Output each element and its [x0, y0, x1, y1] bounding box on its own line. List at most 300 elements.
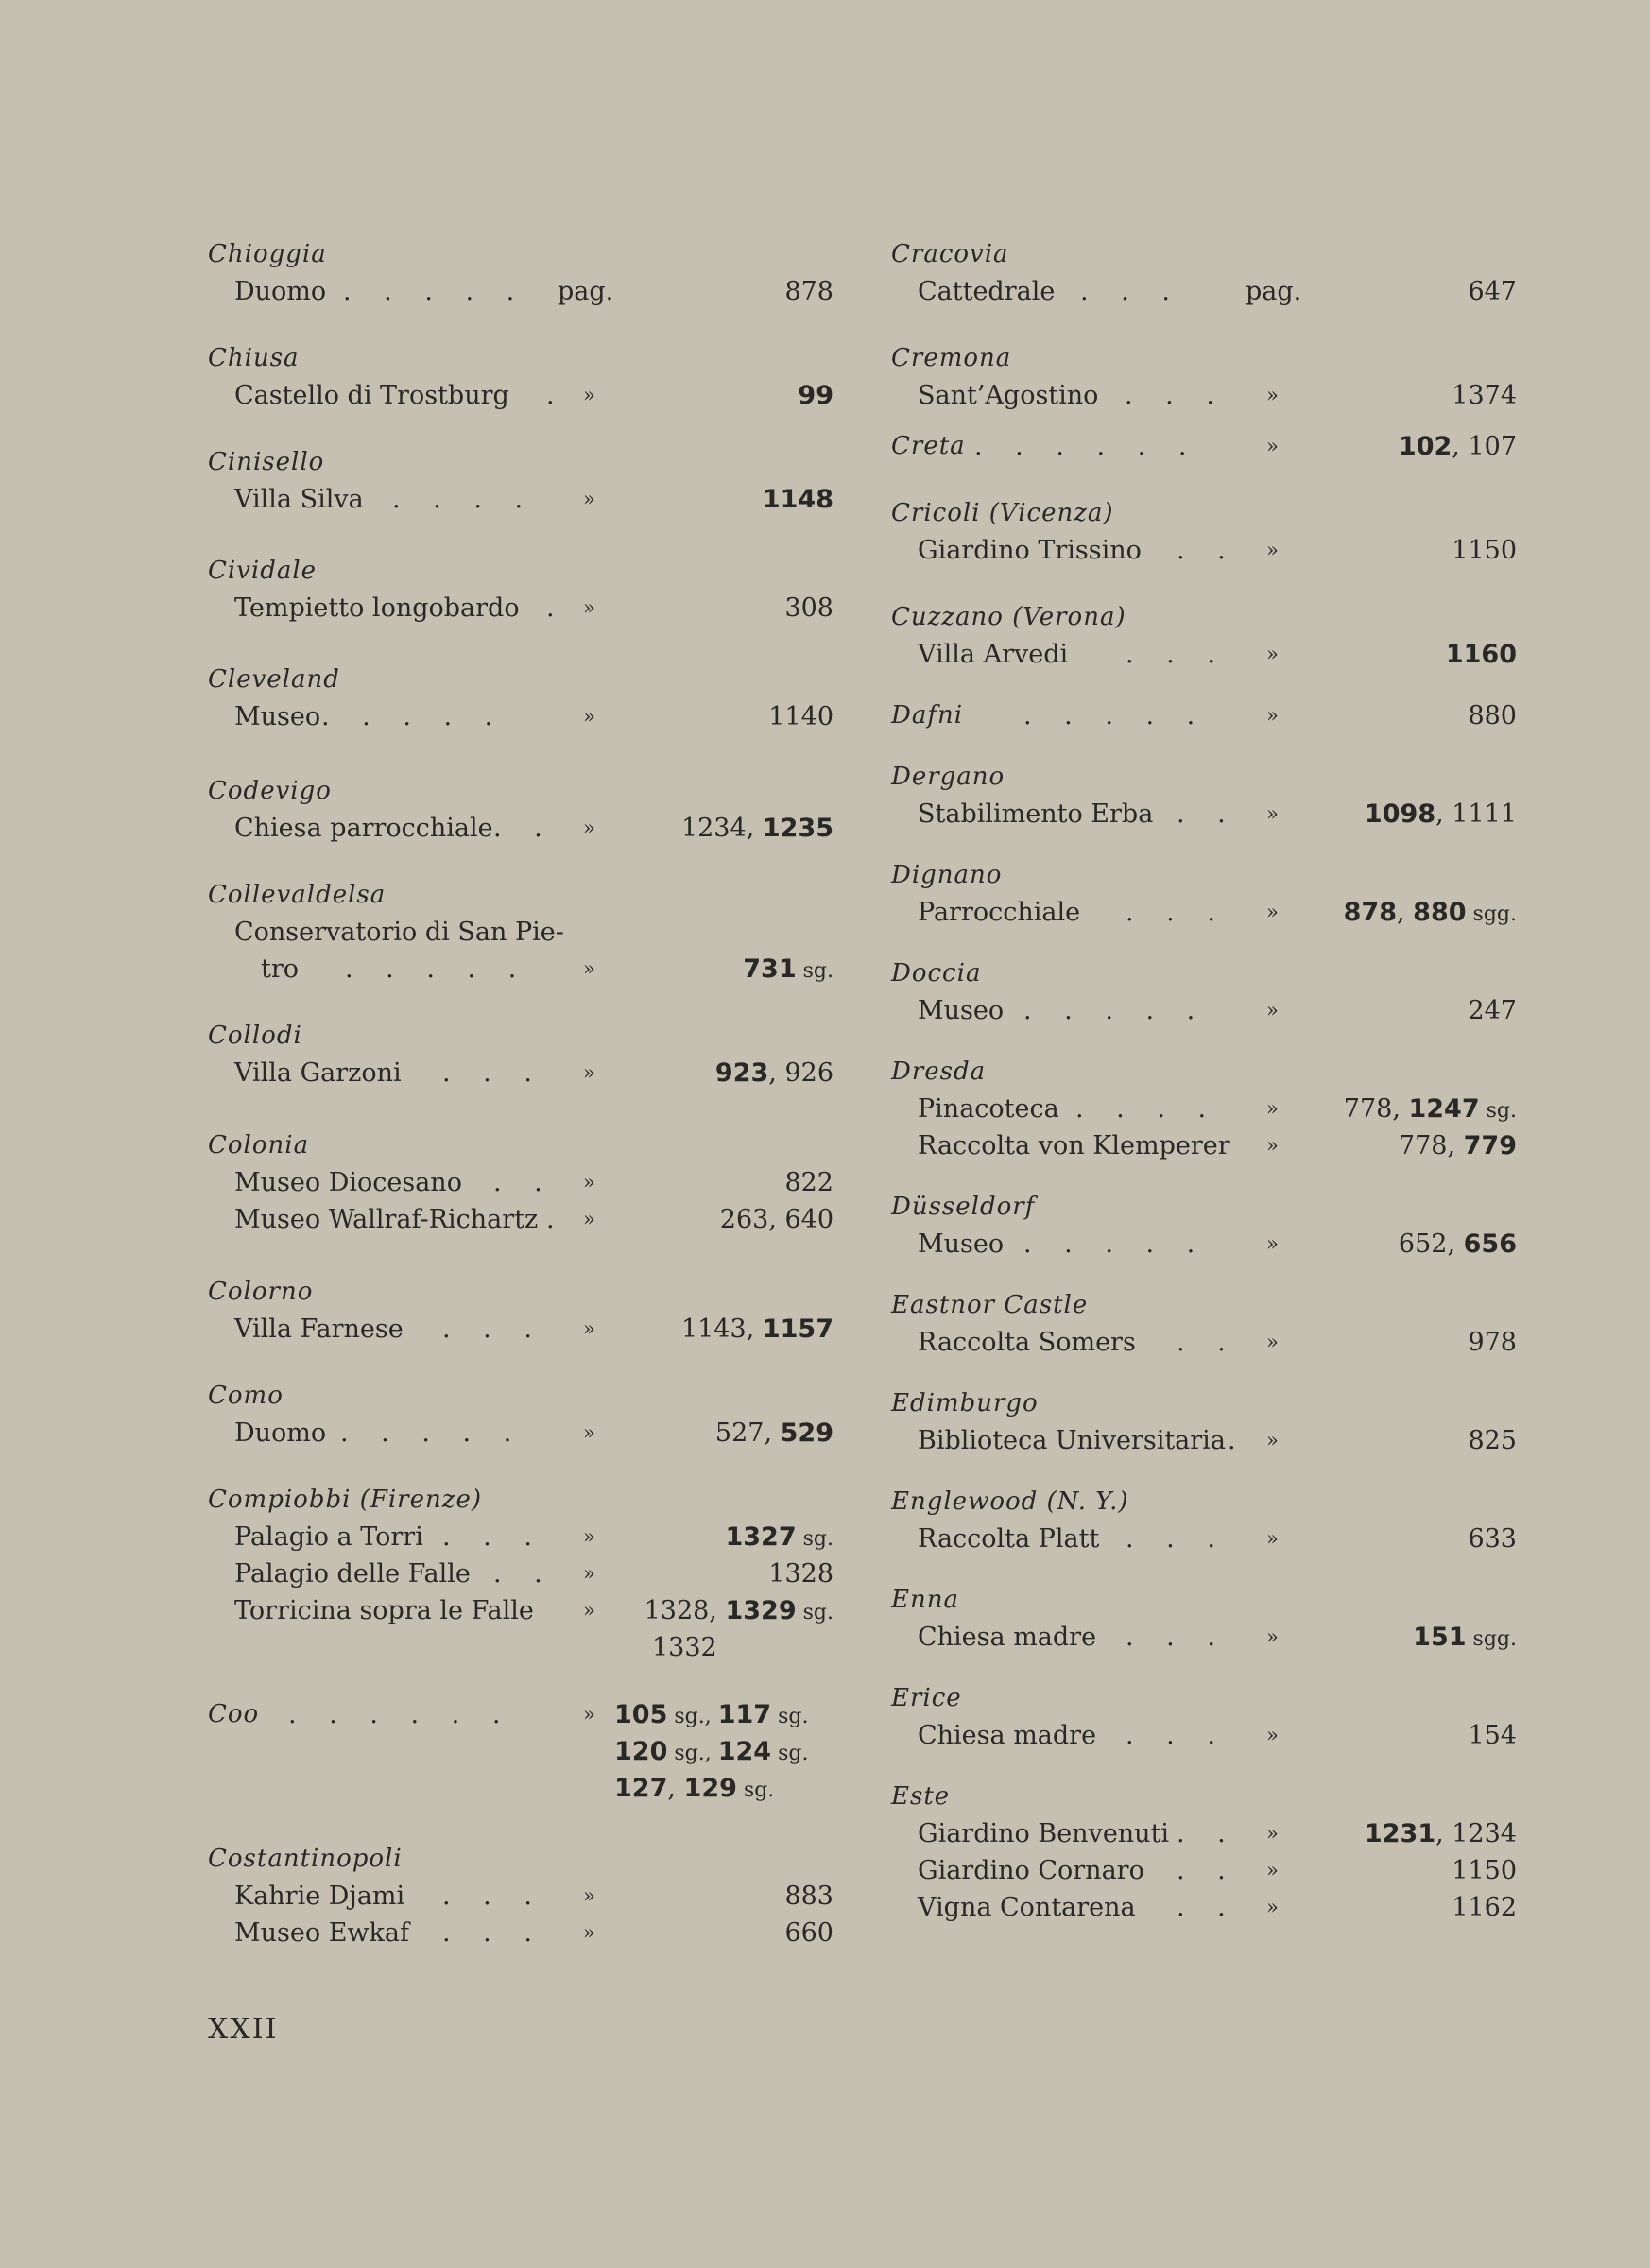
page-number-bold: 529 [780, 1418, 834, 1448]
city-name: Cividale [208, 557, 318, 585]
entry-como [208, 1378, 834, 1452]
entry-collevaldelsa [208, 877, 834, 988]
city-name: Colorno [208, 1278, 314, 1306]
place-name: Sant’Agostino [918, 381, 1099, 410]
sg-abbrev: sg. [796, 1601, 834, 1624]
page-number-bold: 127 [614, 1774, 668, 1803]
place-name: Castello di Trostburg [234, 381, 509, 410]
ditto-mark: » [583, 957, 595, 980]
ditto-mark: » [583, 705, 595, 728]
place-name: Villa Silva [234, 485, 364, 514]
ditto-mark: » [1266, 1896, 1279, 1918]
page-number: 1234, [680, 814, 763, 843]
page-number-bold: 731 [743, 954, 797, 984]
city-name: Doccia [891, 959, 982, 988]
city-name: Cracovia [891, 240, 1009, 268]
page-numbers: 1160 [1445, 640, 1517, 669]
pag-label: pag. [1246, 277, 1302, 306]
page-numbers [1413, 1619, 1517, 1658]
ditto-mark: » [583, 488, 595, 510]
place-name: Museo [234, 702, 321, 731]
page-numbers [681, 1311, 834, 1348]
leader-dots: . . [1177, 1328, 1238, 1357]
place-name: Giardino Cornaro [918, 1856, 1144, 1885]
entry-dusseldorf [891, 1189, 1517, 1263]
page-numbers [614, 1770, 774, 1809]
leader-dots: . . . [1126, 1524, 1228, 1554]
pag-label: pag. [558, 277, 614, 306]
place-name: Chiesa madre [918, 1623, 1097, 1652]
entry-row [891, 1091, 1517, 1127]
leader-dots: . . . [442, 1522, 544, 1552]
city-name: Codevigo [208, 777, 332, 805]
ditto-mark: » [1266, 1232, 1279, 1255]
place-name: Villa Garzoni [234, 1058, 402, 1088]
entry-row [208, 698, 834, 735]
leader-dots: . . [1177, 799, 1238, 829]
entry-row [208, 1878, 834, 1915]
ditto-mark: » [1266, 1097, 1279, 1120]
place-name: Chiesa madre [918, 1721, 1097, 1750]
page-numbers: 99 [798, 381, 834, 410]
entry-row-continued [208, 951, 834, 988]
place-name: Giardino Benvenuti [918, 1819, 1170, 1848]
city-name: Eastnor Castle [891, 1291, 1089, 1319]
entry-row [891, 377, 1517, 414]
page-numbers [645, 1592, 834, 1631]
leader-dots: . . [1177, 536, 1238, 565]
entry-row [891, 697, 1517, 734]
place-name: Conservatorio di San Pie- [234, 918, 564, 947]
entry-row [208, 914, 834, 951]
page-numbers [1399, 428, 1517, 465]
leader-dots: . . . [442, 1918, 544, 1948]
page-numbers [715, 1415, 834, 1452]
city-name: Cremona [891, 344, 1012, 372]
entry-cleveland [208, 662, 834, 735]
city-name: Düsseldorf [891, 1193, 1036, 1221]
page-number-bold: 1157 [762, 1314, 834, 1344]
entry-codevigo [208, 773, 834, 847]
page-number: , [667, 1774, 684, 1803]
ditto-mark: » [583, 1921, 595, 1944]
page-number-bold: 151 [1413, 1623, 1467, 1652]
entry-doccia [891, 955, 1517, 1029]
page-numbers: 1148 [762, 485, 834, 514]
ditto-mark: » [583, 1061, 595, 1084]
page-numbers: 1328 [768, 1559, 834, 1589]
leader-dots: . . . [1126, 898, 1228, 927]
page-number-bold: 779 [1463, 1131, 1517, 1160]
city-name: Costantinopoli [208, 1845, 403, 1873]
leader-dots: . . . [1125, 381, 1227, 410]
page-numbers [1344, 1091, 1517, 1129]
leader-dots: . . . . [1075, 1094, 1219, 1124]
leader-dots: . . [1177, 1819, 1238, 1848]
place-name: Museo Diocesano [234, 1168, 462, 1197]
entry-row [891, 894, 1517, 931]
place-name: Stabilimento Erba [918, 799, 1154, 829]
sg-abbrev: sg. [1479, 1099, 1517, 1123]
city-name: Dafni [891, 701, 964, 730]
entry-chioggia [208, 236, 834, 310]
entry-creta [891, 428, 1517, 465]
city-name: Chiusa [208, 344, 300, 372]
city-name: Enna [891, 1586, 959, 1614]
page-number: 1328, [644, 1596, 726, 1625]
place-name: Kahrie Djami [234, 1881, 405, 1911]
entry-row [891, 636, 1517, 673]
leader-dots: . . . . . [343, 277, 527, 306]
city-name: Erice [891, 1684, 962, 1712]
entry-cuzzano [891, 599, 1517, 673]
ditto-mark: » [583, 1171, 595, 1194]
entry-chiusa [208, 340, 834, 414]
page-numbers: 978 [1468, 1328, 1517, 1357]
entry-edimburgo [891, 1385, 1517, 1459]
leader-dots: . . . . [392, 485, 536, 514]
page-numbers [1399, 1226, 1517, 1263]
place-name: Raccolta von Klemperer [918, 1131, 1230, 1160]
page-numbers: 247 [1468, 996, 1517, 1025]
place-name: Cattedrale [918, 277, 1056, 306]
sg-abbrev: sg. [771, 1742, 809, 1765]
place-name: Palagio delle Falle [234, 1559, 471, 1589]
page-number-bold: 120 [614, 1737, 668, 1766]
sgg-abbrev: sgg. [1466, 902, 1517, 926]
ditto-mark: » [583, 1562, 595, 1585]
leader-dots: . . [493, 1168, 555, 1197]
city-name: Chioggia [208, 240, 327, 268]
place-name: Palagio a Torri [234, 1522, 423, 1552]
place-name: Vigna Contarena [918, 1893, 1136, 1922]
leader-dots: . . . [442, 1881, 544, 1911]
place-name: Museo [918, 996, 1005, 1025]
page-number: 652, [1398, 1229, 1464, 1259]
page-numbers: 880 [1468, 701, 1517, 730]
entry-row [208, 273, 834, 310]
page-numbers [614, 1733, 808, 1772]
page-numbers: 308 [784, 593, 834, 623]
entry-englewood [891, 1484, 1517, 1557]
page-number: 778, [1398, 1131, 1464, 1160]
place-name: Biblioteca Universitaria [918, 1426, 1226, 1455]
ditto-mark: » [1266, 435, 1279, 457]
ditto-mark: » [1266, 1429, 1279, 1452]
ditto-mark: » [1266, 802, 1279, 825]
page-numbers [1365, 1815, 1517, 1852]
page-number-bold: 117 [717, 1700, 772, 1729]
entry-cracovia [891, 236, 1517, 310]
ditto-mark: » [583, 596, 595, 619]
entry-row [891, 1815, 1517, 1852]
city-name: Compiobbi (Firenze) [208, 1486, 482, 1514]
city-name: Este [891, 1782, 951, 1811]
leader-dots: . [546, 1205, 567, 1234]
entry-row [208, 810, 834, 847]
leader-dots: . . . . . [345, 954, 529, 984]
sg-abbrev: sg. [796, 1527, 834, 1551]
entry-colorno [208, 1274, 834, 1348]
page-numbers [681, 810, 834, 847]
city-name: Dergano [891, 763, 1005, 791]
sgg-abbrev: sgg. [1466, 1627, 1517, 1651]
ditto-mark: » [1266, 1859, 1279, 1881]
entry-row [208, 1915, 834, 1951]
leader-dots: . . . [1080, 277, 1182, 306]
page-numbers: 263, 640 [719, 1205, 834, 1234]
leader-dots: . . . [1126, 640, 1228, 669]
entry-row [891, 1324, 1517, 1361]
entry-este [891, 1778, 1517, 1926]
ditto-mark: » [1266, 1134, 1279, 1157]
entry-row [891, 1717, 1517, 1754]
entry-row [891, 1226, 1517, 1263]
city-name: Dignano [891, 861, 1003, 889]
place-name: Raccolta Platt [918, 1524, 1100, 1554]
page-numbers [715, 1055, 834, 1091]
ditto-mark: » [583, 1599, 595, 1622]
city-name: Cricoli (Vicenza) [891, 499, 1114, 527]
entry-row [891, 1521, 1517, 1557]
entry-row [208, 1311, 834, 1348]
entry-row [208, 481, 834, 518]
leader-dots: . . . . . [340, 1418, 524, 1448]
page-number-bold: 656 [1463, 1229, 1517, 1259]
page-numbers [725, 1519, 834, 1557]
place-name: Museo [918, 1229, 1005, 1259]
leader-dots: . . . [1126, 1623, 1228, 1652]
entry-collodi [208, 1018, 834, 1091]
entry-cinisello [208, 444, 834, 518]
leader-dots: . . [1177, 1856, 1238, 1885]
leader-dots: . . . . . [321, 702, 506, 731]
ditto-mark: » [1266, 1822, 1279, 1845]
sg-abbrev: sg. [796, 959, 834, 983]
entry-eastnor [891, 1287, 1517, 1361]
page-numbers [1399, 1127, 1517, 1164]
page-numbers: 1140 [768, 702, 834, 731]
page-number-bold: 1327 [725, 1522, 797, 1552]
page-number: , 1111 [1435, 799, 1517, 829]
page-numbers: 878 [784, 277, 834, 306]
leader-dots: . [1228, 1426, 1248, 1455]
entry-row [208, 1415, 834, 1452]
entry-row [208, 1201, 834, 1238]
page-number: , [1397, 898, 1414, 927]
ditto-mark: » [583, 1884, 595, 1907]
page-numbers: 154 [1468, 1721, 1517, 1750]
page-folio-number: XXII [208, 2013, 279, 2046]
entry-dergano [891, 759, 1517, 833]
page-number: , 926 [768, 1058, 834, 1088]
entry-coo [208, 1696, 834, 1807]
place-name: Giardino Trissino [918, 536, 1142, 565]
entry-dresda [891, 1054, 1517, 1164]
entry-dafni [891, 697, 1517, 734]
entry-row [208, 1055, 834, 1091]
sg-abbrev: sg. [771, 1705, 809, 1728]
city-name: Edimburgo [891, 1389, 1039, 1418]
ditto-mark: » [1266, 539, 1279, 561]
leader-dots: . . . [1126, 1721, 1228, 1750]
entry-compiobbi [208, 1482, 834, 1666]
entry-row-continued [208, 1629, 834, 1666]
page-numbers: 825 [1468, 1426, 1517, 1455]
entry-row [208, 1592, 834, 1629]
sg-abbrev: sg. [736, 1778, 775, 1802]
entry-row-continued [208, 1733, 834, 1770]
page-number-bold: 1098 [1364, 799, 1436, 829]
page-numbers: 647 [1468, 277, 1517, 306]
page-number-bold: 1231 [1364, 1819, 1436, 1848]
entry-row [891, 992, 1517, 1029]
entry-row [891, 1422, 1517, 1459]
entry-row [891, 532, 1517, 569]
place-name: Museo Ewkaf [234, 1918, 409, 1948]
place-name: Pinacoteca [918, 1094, 1059, 1124]
page-numbers: 1374 [1452, 381, 1517, 410]
city-name: Cinisello [208, 448, 325, 476]
entry-row [208, 590, 834, 627]
entry-row [208, 1555, 834, 1592]
place-name: Villa Arvedi [918, 640, 1069, 669]
leader-dots: . [546, 593, 567, 623]
entry-row [208, 1696, 834, 1733]
entry-row [891, 1619, 1517, 1656]
page-numbers [743, 951, 834, 989]
page-number: 1143, [680, 1314, 763, 1344]
entry-row [891, 796, 1517, 833]
page-numbers [1365, 796, 1517, 833]
page-number-bold: 124 [717, 1737, 772, 1766]
ditto-mark: » [1266, 901, 1279, 923]
city-name: Creta [891, 432, 966, 460]
leader-dots: . . . [442, 1058, 544, 1088]
place-name: Villa Farnese [234, 1314, 404, 1344]
sg-abbrev: sg., [667, 1742, 718, 1765]
leader-dots: . . [493, 1559, 555, 1589]
page-number: 778, [1343, 1094, 1409, 1124]
ditto-mark: » [1266, 1724, 1279, 1746]
page-numbers: 660 [784, 1918, 834, 1948]
ditto-mark: » [1266, 1527, 1279, 1550]
entry-row [208, 1519, 834, 1555]
place-name: Tempietto longobardo [234, 593, 520, 623]
entry-row [891, 273, 1517, 310]
city-name: Collevaldelsa [208, 881, 387, 909]
ditto-mark: » [1266, 999, 1279, 1022]
entry-costantinopoli [208, 1841, 834, 1951]
entry-erice [891, 1680, 1517, 1754]
page-number-bold: 923 [714, 1058, 769, 1088]
entry-dignano [891, 857, 1517, 931]
ditto-mark: » [583, 1421, 595, 1444]
page-number-bold: 1329 [725, 1596, 797, 1625]
entry-row-continued [208, 1770, 834, 1807]
leader-dots: . . . . . [1023, 1229, 1208, 1259]
page-numbers: 883 [784, 1881, 834, 1911]
page-number: , 1234 [1435, 1819, 1517, 1848]
place-name: Raccolta Somers [918, 1328, 1136, 1357]
ditto-mark: » [1266, 643, 1279, 665]
ditto-mark: » [583, 816, 595, 839]
entry-cividale [208, 553, 834, 627]
sg-abbrev: sg., [667, 1705, 718, 1728]
page-number-bold: 1247 [1408, 1094, 1480, 1124]
page-numbers: 633 [1468, 1524, 1517, 1554]
entry-row [891, 1852, 1517, 1889]
ditto-mark: » [583, 1703, 595, 1726]
city-name: Cuzzano (Verona) [891, 603, 1126, 631]
ditto-mark: » [583, 1317, 595, 1340]
leader-dots: . . . . . . [288, 1700, 513, 1729]
ditto-mark: » [1266, 1625, 1279, 1648]
city-name: Como [208, 1382, 284, 1410]
page-number-bold: 129 [683, 1774, 737, 1803]
entry-enna [891, 1582, 1517, 1656]
leader-dots: . . . . . [1023, 701, 1208, 730]
place-name: Chiesa parrocchiale [234, 814, 493, 843]
ditto-mark: » [583, 1525, 595, 1548]
ditto-mark: » [583, 1208, 595, 1230]
city-name: Englewood (N. Y.) [891, 1487, 1129, 1516]
page-numbers: 1162 [1452, 1893, 1517, 1922]
page-numbers: 1150 [1452, 536, 1517, 565]
leader-dots: . . [1177, 1893, 1238, 1922]
page-number-bold: 102 [1398, 432, 1452, 461]
place-name: Duomo [234, 1418, 327, 1448]
city-name: Coo [208, 1700, 260, 1728]
page-numbers: 1332 [652, 1633, 717, 1662]
ditto-mark: » [1266, 384, 1279, 406]
entry-colonia [208, 1127, 834, 1238]
entry-cricoli [891, 495, 1517, 569]
page-number-bold: 1235 [762, 814, 834, 843]
page-number-bold: 878 [1343, 898, 1397, 927]
page-numbers: 1150 [1452, 1856, 1517, 1885]
ditto-mark: » [1266, 704, 1279, 727]
page-numbers [1344, 894, 1517, 933]
leader-dots: . [546, 381, 567, 410]
entry-row [208, 377, 834, 414]
entry-row [891, 1127, 1517, 1164]
page-number: , 107 [1452, 432, 1517, 461]
city-name: Collodi [208, 1022, 302, 1050]
place-name-continued: tro [261, 954, 300, 984]
page-numbers: 822 [784, 1168, 834, 1197]
left-column [208, 236, 834, 1951]
leader-dots: . . . . . [1023, 996, 1208, 1025]
leader-dots: . . . . . . [974, 432, 1199, 461]
place-name: Duomo [234, 277, 327, 306]
page-number-bold: 105 [614, 1700, 668, 1729]
city-name: Dresda [891, 1057, 987, 1086]
ditto-mark: » [583, 384, 595, 406]
entry-row [891, 1889, 1517, 1926]
page-numbers [614, 1696, 808, 1735]
page-number: 527, [714, 1418, 781, 1448]
place-name: Parrocchiale [918, 898, 1081, 927]
entry-cremona [891, 340, 1517, 414]
city-name: Cleveland [208, 665, 340, 694]
entry-row [208, 1164, 834, 1201]
right-column [891, 236, 1517, 1926]
city-name: Colonia [208, 1131, 310, 1160]
entry-row [891, 428, 1517, 465]
page-number-bold: 880 [1413, 898, 1467, 927]
place-name: Museo Wallraf-Richartz [234, 1205, 539, 1234]
